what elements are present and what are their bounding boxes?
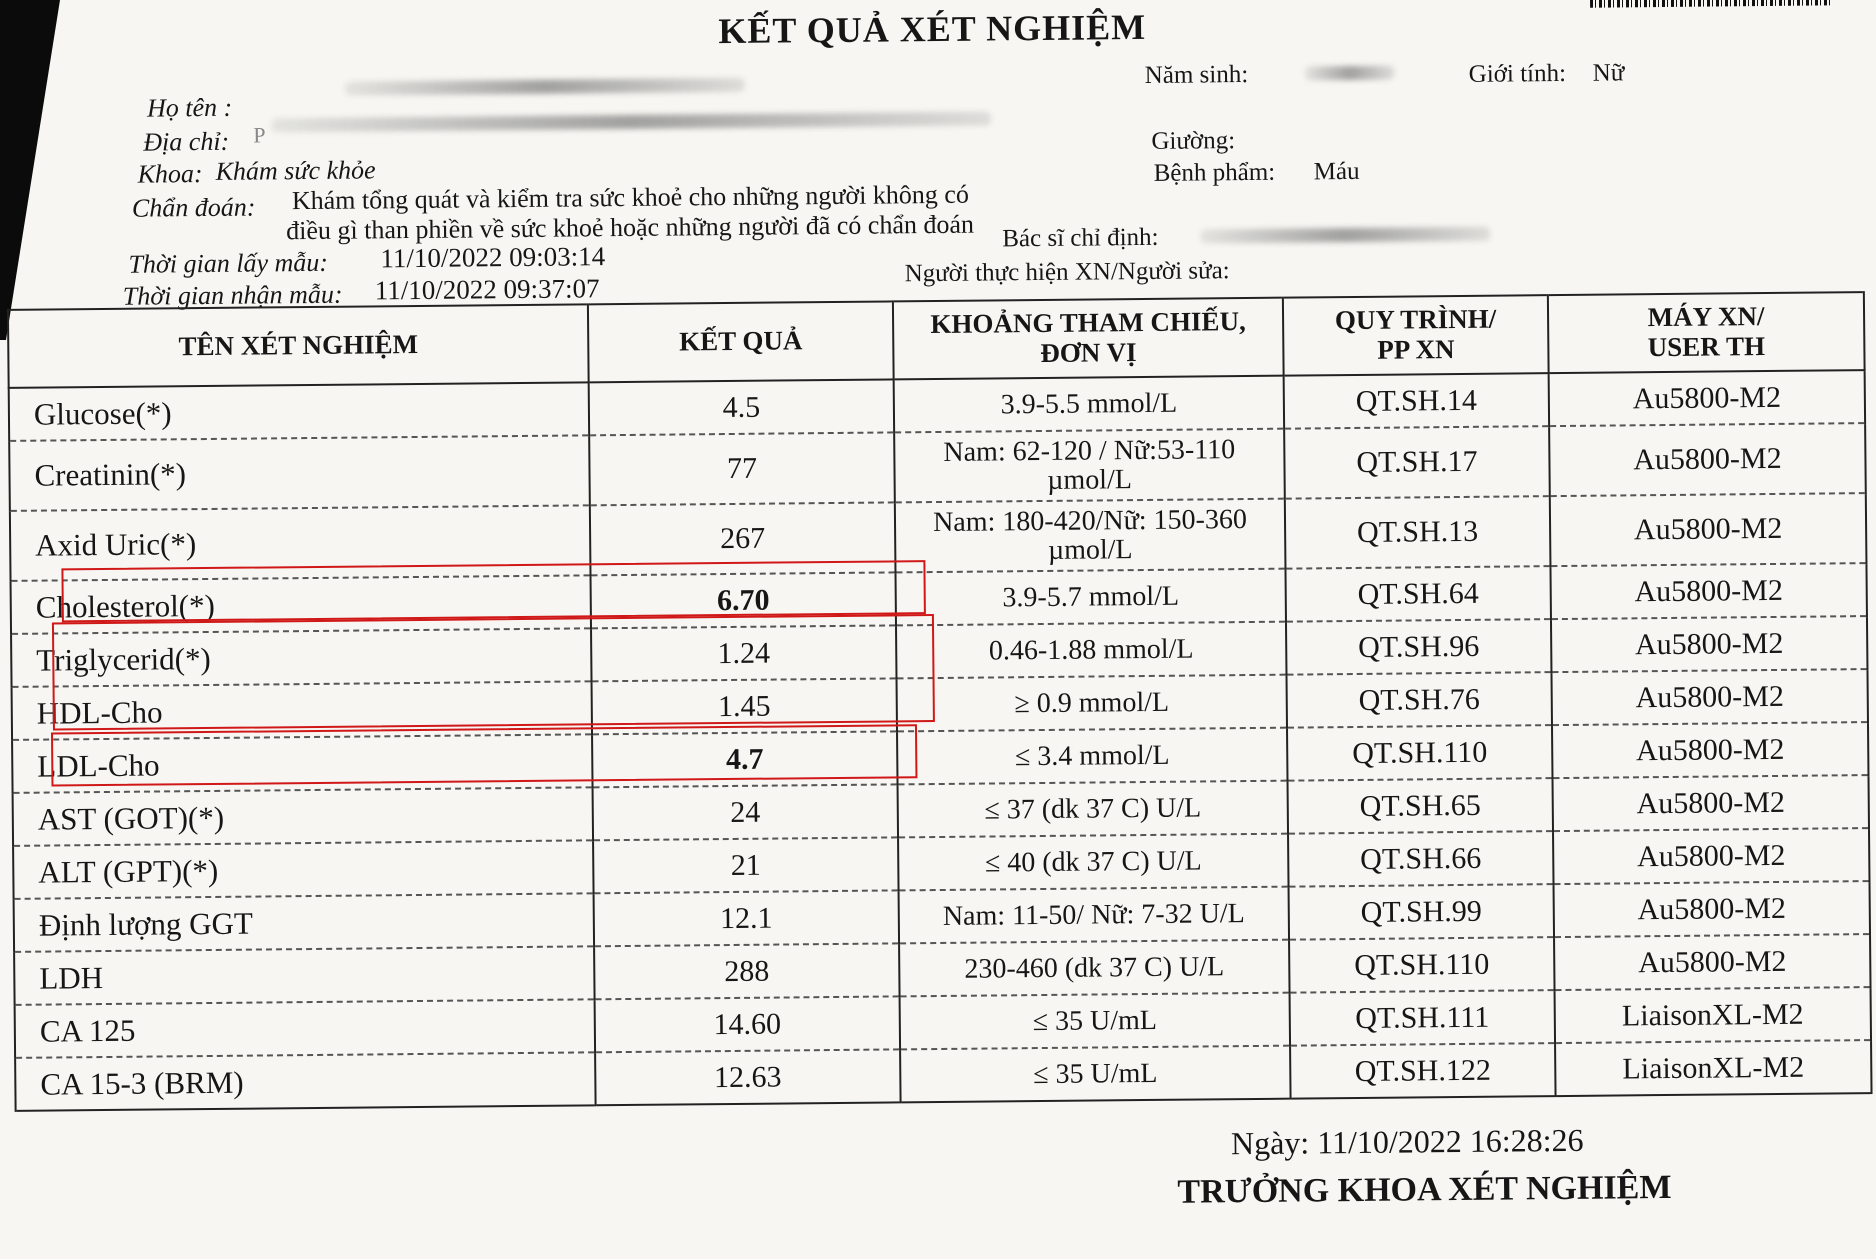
test-reference: 3.9-5.5 mmol/L — [894, 376, 1284, 433]
test-procedure: QT.SH.13 — [1285, 496, 1551, 569]
test-machine: Au5800-M2 — [1552, 775, 1868, 831]
results-table — [7, 291, 1873, 1112]
diagnosis-line2: điều gì than phiền về sức khoẻ hoặc những người đã có chẩn đoán — [286, 209, 975, 246]
test-reference: 3.9-5.7 mmol/L — [895, 569, 1285, 626]
sample-time-value: 11/10/2022 09:03:14 — [380, 241, 606, 274]
test-name: LDH — [14, 946, 594, 1005]
test-procedure: QT.SH.17 — [1284, 426, 1550, 499]
test-result: 12.63 — [595, 1049, 900, 1105]
test-reference: Nam: 180-420/Nữ: 150-360 µmol/L — [895, 499, 1286, 573]
header-test: TÊN XÉT NGHIỆM — [8, 304, 589, 388]
test-result: 4.7 — [592, 731, 897, 787]
footer-date-label: Ngày: — [1230, 1124, 1310, 1162]
footer-date-value: 11/10/2022 16:28:26 — [1317, 1121, 1584, 1161]
test-reference: 0.46-1.88 mmol/L — [896, 622, 1286, 679]
test-procedure: QT.SH.66 — [1288, 831, 1553, 887]
test-machine: Au5800-M2 — [1553, 828, 1869, 884]
header-procedure: QUY TRÌNH/ PP XN — [1283, 295, 1549, 376]
test-result: 288 — [594, 943, 899, 999]
header-result: KẾT QUẢ — [588, 301, 894, 382]
test-result: 21 — [593, 837, 898, 893]
performer-label: Người thực hiện XN/Người sửa: — [904, 257, 1230, 288]
test-procedure: QT.SH.110 — [1289, 937, 1554, 993]
receive-time-value: 11/10/2022 09:37:07 — [374, 273, 600, 306]
test-name: CA 125 — [15, 999, 595, 1058]
department-label: Khoa: — [137, 159, 203, 189]
test-name: Creatinin(*) — [9, 435, 590, 511]
test-name: HDL-Cho — [12, 681, 592, 740]
report-title: KẾT QUẢ XÉT NGHIỆM — [718, 6, 1147, 52]
test-reference: ≥ 0.9 mmol/L — [897, 675, 1287, 732]
test-reference: ≤ 35 U/mL — [900, 1046, 1290, 1103]
test-result: 77 — [589, 432, 895, 505]
test-result: 12.1 — [594, 890, 899, 946]
test-machine: Au5800-M2 — [1549, 370, 1865, 426]
test-result: 1.24 — [591, 625, 896, 681]
test-reference: Nam: 62-120 / Nữ:53-110 µmol/L — [894, 429, 1285, 503]
address-label: Địa chỉ: — [143, 126, 230, 157]
bed-label: Giường: — [1151, 127, 1236, 155]
footer-date — [1231, 1122, 1584, 1162]
test-name: Cholesterol(*) — [11, 575, 591, 634]
test-machine: Au5800-M2 — [1549, 423, 1866, 496]
test-procedure: QT.SH.65 — [1288, 778, 1553, 834]
test-result: 6.70 — [591, 572, 896, 628]
test-name: AST (GOT)(*) — [13, 787, 593, 846]
sample-time-label: Thời gian lấy mẫu: — [128, 247, 329, 279]
test-name: ALT (GPT)(*) — [13, 840, 593, 899]
test-procedure: QT.SH.76 — [1286, 672, 1551, 728]
test-procedure: QT.SH.110 — [1287, 725, 1552, 781]
gender-value: Nữ — [1592, 59, 1625, 87]
test-name: Định lượng GGT — [14, 893, 594, 952]
test-procedure: QT.SH.99 — [1289, 884, 1554, 940]
test-procedure: QT.SH.96 — [1286, 619, 1551, 675]
test-machine: Au5800-M2 — [1554, 881, 1870, 937]
test-machine: Au5800-M2 — [1551, 616, 1867, 672]
test-result: 1.45 — [592, 678, 897, 734]
redacted-doctor — [1200, 227, 1490, 244]
test-result: 267 — [590, 502, 896, 575]
header-machine: MÁY XN/ USER TH — [1548, 292, 1865, 373]
test-name: Axid Uric(*) — [10, 505, 591, 581]
test-procedure: QT.SH.64 — [1285, 566, 1550, 622]
test-reference: ≤ 35 U/mL — [900, 993, 1290, 1050]
test-result: 14.60 — [595, 996, 900, 1052]
test-result: 24 — [593, 784, 898, 840]
receive-time-label: Thời gian nhận mẫu: — [122, 279, 343, 311]
signature-title: TRƯỞNG KHOA XÉT NGHIỆM — [1177, 1168, 1672, 1211]
test-procedure: QT.SH.14 — [1284, 373, 1549, 429]
test-reference: ≤ 37 (dk 37 C) U/L — [898, 781, 1288, 838]
redacted-birth-year — [1305, 66, 1395, 81]
test-machine: Au5800-M2 — [1552, 722, 1868, 778]
name-label: Họ tên : — [146, 92, 233, 123]
redacted-address — [271, 111, 991, 132]
test-reference: Nam: 11-50/ Nữ: 7-32 U/L — [899, 887, 1289, 944]
test-reference: ≤ 3.4 mmol/L — [897, 728, 1287, 785]
specimen-value: Máu — [1313, 157, 1360, 186]
test-result: 4.5 — [589, 379, 894, 435]
test-procedure: QT.SH.122 — [1290, 1043, 1555, 1099]
test-name: LDL-Cho — [12, 734, 592, 793]
test-machine: Au5800-M2 — [1550, 563, 1866, 619]
test-machine: Au5800-M2 — [1551, 669, 1867, 725]
header-reference: KHOẢNG THAM CHIẾU, ĐƠN VỊ — [893, 298, 1284, 380]
test-reference: ≤ 40 (dk 37 C) U/L — [898, 834, 1288, 891]
test-reference: 230-460 (dk 37 C) U/L — [899, 940, 1289, 997]
specimen-label: Bệnh phẩm: — [1153, 158, 1276, 187]
gender-label: Giới tính: — [1468, 59, 1567, 88]
address-prefix: P — [253, 122, 266, 148]
test-name: CA 15-3 (BRM) — [15, 1052, 595, 1111]
diagnosis-label: Chẩn đoán: — [131, 192, 256, 223]
doctor-label: Bác sĩ chỉ định: — [1002, 223, 1159, 253]
test-name: Glucose(*) — [9, 382, 589, 441]
redacted-name — [345, 78, 745, 96]
test-machine: LiaisonXL-M2 — [1555, 1040, 1871, 1096]
test-machine: Au5800-M2 — [1554, 934, 1870, 990]
diagnosis-line1: Khám tổng quát và kiểm tra sức khoẻ cho những người không có — [291, 179, 970, 216]
birth-year-label: Năm sinh: — [1144, 60, 1249, 89]
test-machine: LiaisonXL-M2 — [1555, 987, 1871, 1043]
department-value: Khám sức khỏe — [215, 155, 376, 186]
test-machine: Au5800-M2 — [1550, 493, 1867, 566]
test-name: Triglycerid(*) — [11, 628, 591, 687]
test-procedure: QT.SH.111 — [1290, 990, 1555, 1046]
